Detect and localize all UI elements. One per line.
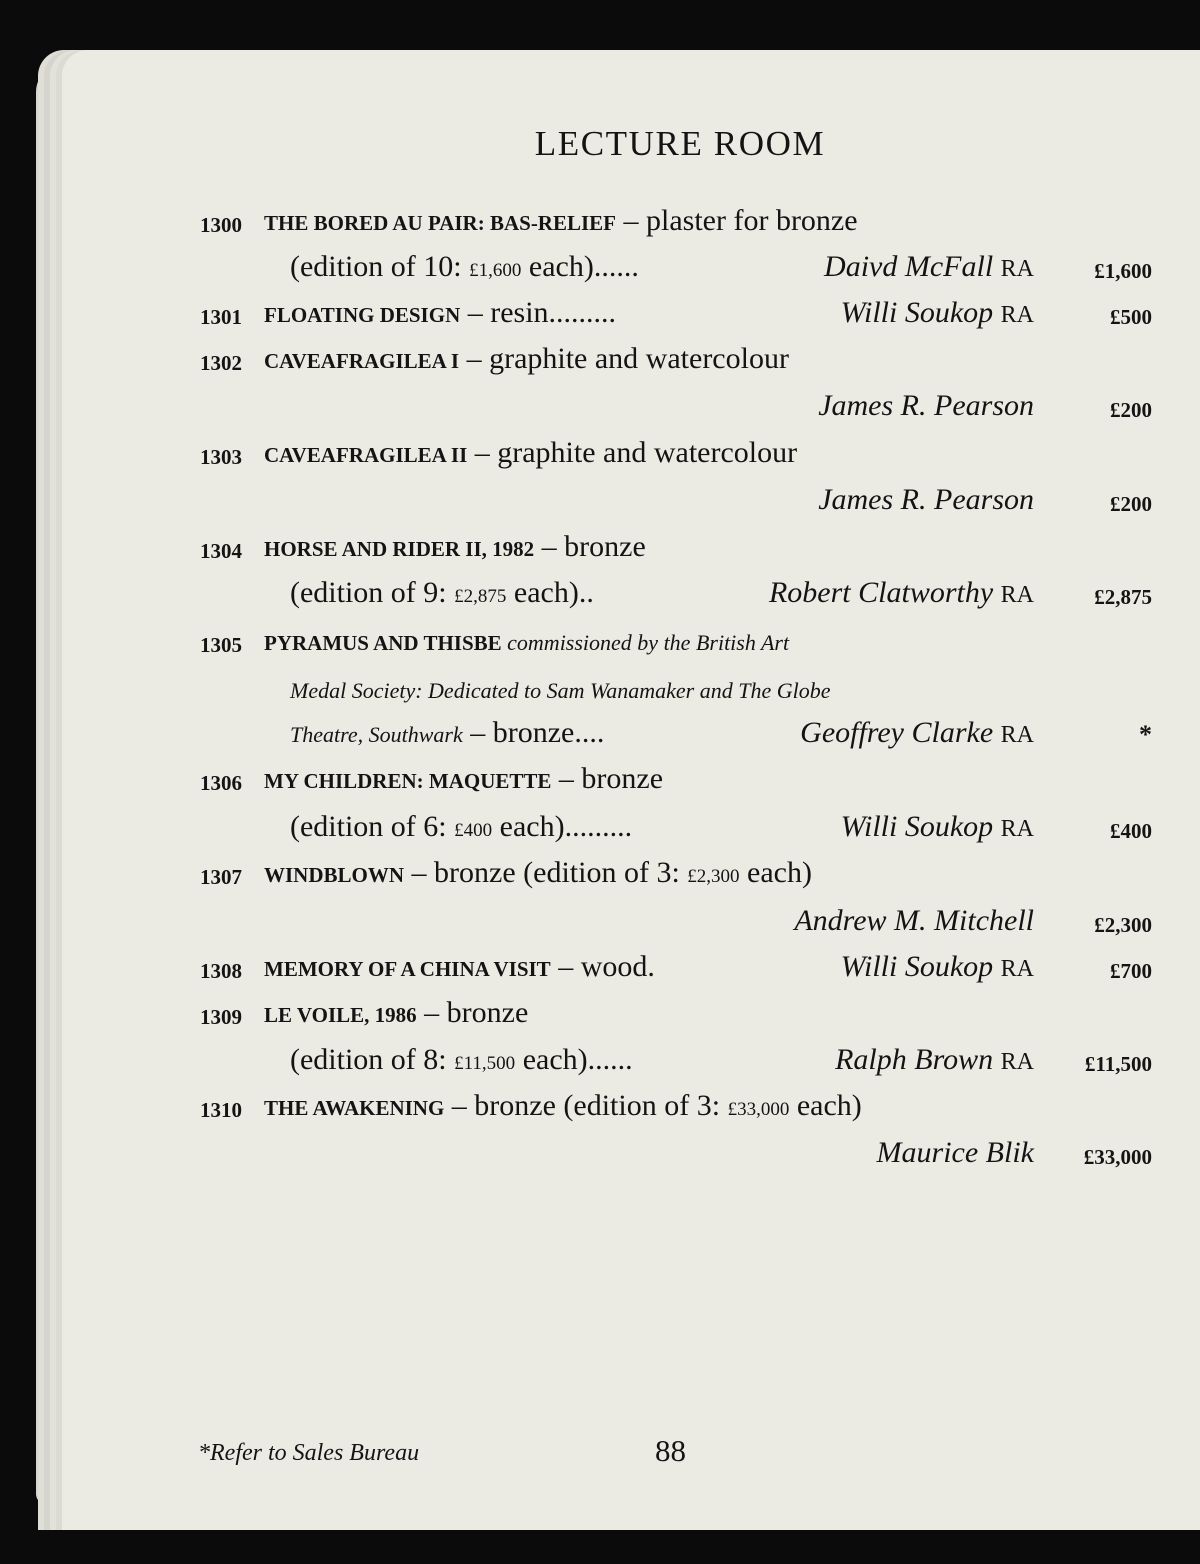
entry-number: 1310 (200, 1098, 242, 1122)
catalogue-entry-1306-cont (0, 802, 1200, 848)
ra-label: RA (1000, 722, 1034, 748)
entry-medium: – bronze (edition of 3: (444, 1089, 728, 1122)
entry-number: 1301 (200, 305, 242, 329)
edition-text: each)...... (521, 250, 639, 283)
price: £700 (1110, 959, 1152, 983)
artist-name: James R. Pearson (818, 389, 1034, 422)
entry-number: 1306 (200, 771, 242, 795)
catalogue-entry-1309-cont (0, 1035, 1200, 1081)
entry-medium: – graphite and watercolour (467, 436, 798, 469)
entry-medium: – graphite and watercolour (459, 342, 789, 375)
entry-medium: – bronze (534, 530, 646, 563)
ra-label: RA (1000, 956, 1034, 982)
edition-price: £1,600 (469, 260, 522, 281)
artist-name: Robert Clatworthy (768, 576, 994, 609)
entry-medium: – resin......... (460, 296, 617, 329)
entry-number: 1304 (200, 539, 242, 563)
catalogue-entry-1310 (0, 1081, 1200, 1127)
catalogue-entry-1307 (0, 848, 1200, 894)
ra-label: RA (1000, 256, 1034, 282)
entry-number: 1309 (200, 1005, 242, 1029)
ra-label: RA (1000, 816, 1034, 842)
catalogue-entry-1306 (0, 754, 1200, 800)
catalogue-entry-1309 (0, 988, 1200, 1034)
price: £2,300 (1094, 913, 1152, 937)
artist-name: Geoffrey Clarke (800, 716, 994, 749)
catalogue-entry-1304-cont (0, 568, 1200, 614)
catalogue-entry-1303 (0, 428, 1200, 474)
entry-title: MY CHILDREN: MAQUETTE (264, 769, 552, 793)
catalogue-entry-1305-cont (0, 662, 1200, 708)
entry-title: CAVEAFRAGILEA I (264, 349, 460, 373)
entry-medium: each) (739, 856, 812, 889)
entry-medium: – bronze.... (462, 716, 605, 749)
artist-name: Willi Soukop (840, 810, 994, 843)
entry-number: 1300 (200, 213, 242, 237)
price: £33,000 (1083, 1145, 1152, 1169)
entry-number: 1303 (200, 445, 242, 469)
catalogue-entry-1300-cont (0, 242, 1200, 288)
catalogue-entry-1302-cont (0, 381, 1200, 427)
price: £200 (1110, 492, 1152, 516)
edition-price: £2,300 (687, 866, 740, 887)
entry-number: 1307 (200, 865, 242, 889)
entry-medium: – bronze (edition of 3: (404, 856, 688, 889)
catalogue-entry-1310-cont (0, 1128, 1200, 1174)
entry-medium: – plaster for bronze (616, 204, 858, 237)
artist-name: James R. Pearson (818, 483, 1034, 516)
entry-medium: – wood. (550, 950, 655, 983)
commission-note: Theatre, Southwark (290, 722, 463, 747)
artist-name: Andrew M. Mitchell (794, 904, 1034, 937)
catalogue-entry-1303-cont (0, 475, 1200, 521)
catalogue-entry-1305 (0, 616, 1200, 662)
entry-title: HORSE AND RIDER II, 1982 (264, 537, 535, 561)
ra-label: RA (1000, 582, 1034, 608)
catalogue-entry-1304 (0, 522, 1200, 568)
ra-label: RA (1000, 302, 1034, 328)
catalogue-entry-1308 (0, 942, 1200, 988)
price: £200 (1110, 398, 1152, 422)
price: £1,600 (1094, 259, 1152, 283)
entry-title: THE AWAKENING (264, 1096, 445, 1120)
edition-text: each)......... (492, 810, 633, 843)
page-number: 88 (655, 1433, 686, 1468)
artist-name: Daivd McFall (824, 250, 994, 283)
entry-title: CAVEAFRAGILEA II (264, 443, 468, 467)
edition-price: £11,500 (454, 1053, 516, 1074)
edition-text: each).. (506, 576, 594, 609)
artist-name: Maurice Blik (876, 1136, 1034, 1169)
edition-price: £400 (454, 820, 493, 841)
entry-number: 1308 (200, 959, 242, 983)
artist-name: Ralph Brown (835, 1043, 994, 1076)
entry-medium: – bronze (551, 762, 664, 795)
edition-price: £2,875 (454, 586, 507, 607)
catalogue-entry-1300 (0, 196, 1200, 242)
edition-text: each)...... (515, 1043, 633, 1076)
catalogue-entry-1302 (0, 334, 1200, 380)
catalogue-entry-1305-cont2 (0, 708, 1200, 754)
price: £500 (1110, 305, 1152, 329)
edition-text: (edition of 8: (290, 1043, 455, 1076)
page-title: LECTURE ROOM (534, 124, 826, 163)
artist-name: Willi Soukop (840, 950, 994, 983)
entry-medium: – bronze (416, 996, 529, 1029)
price: £2,875 (1094, 585, 1152, 609)
edition-text: (edition of 10: (290, 250, 470, 283)
entry-title: FLOATING DESIGN (264, 303, 461, 327)
artist-name: Willi Soukop (840, 296, 994, 329)
price: £400 (1110, 819, 1152, 843)
entry-medium: each) (789, 1089, 862, 1122)
edition-text: (edition of 6: (290, 810, 455, 843)
entry-title: THE BORED AU PAIR: BAS-RELIEF (264, 211, 616, 235)
price: * (1139, 720, 1152, 749)
catalogue-entry-1307-cont (0, 896, 1200, 942)
ra-label: RA (1000, 1049, 1034, 1075)
commission-note: commissioned by the British Art (501, 630, 790, 655)
catalogue-entry-1301 (0, 288, 1200, 334)
footnote: *Refer to Sales Bureau (198, 1440, 420, 1466)
entry-title: LE VOILE, 1986 (264, 1003, 417, 1027)
entry-number: 1302 (200, 351, 242, 375)
price: £11,500 (1084, 1052, 1152, 1076)
entry-number: 1305 (200, 633, 242, 657)
edition-text: (edition of 9: (290, 576, 455, 609)
entry-title: MEMORY OF A CHINA VISIT (264, 957, 551, 981)
edition-price: £33,000 (727, 1099, 790, 1120)
entry-title: WINDBLOWN (264, 863, 405, 887)
entry-title: PYRAMUS AND THISBE (264, 631, 502, 655)
commission-note: Medal Society: Dedicated to Sam Wanamaker and The Globe (290, 678, 831, 703)
